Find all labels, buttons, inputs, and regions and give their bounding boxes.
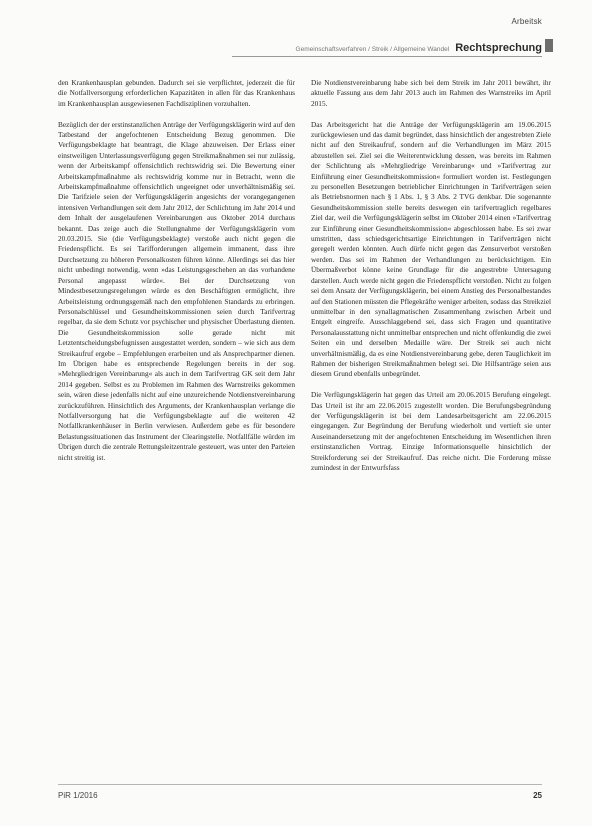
journal-issue: PiR 1/2016 <box>58 791 98 800</box>
running-subtitle: Gemeinschaftsverfahren / Streik / Allgemeine Wandel <box>295 46 450 53</box>
right-column <box>311 78 551 484</box>
paragraph: Das Arbeitsgericht hat die Anträge der Verfügungsklägerin am 19.06.2015 zurückgewiesen und das damit begründet, dass hinsichtlich der angestrebten Ziele nicht auf den Streikaufruf, sondern auf die Verhandlungen im März 2015 abzustellen sei. Ziel sei die Weiterentwicklung dessen, was bereits im Rahmen der Schlichtung als »Mehrgliedrige Vereinbarung« und »Tarifvertrag zur Einführung einer Gesundheitskommission« formuliert worden ist. Festlegungen zu personellen Besetzungen betrieblicher Einrichtungen in Tarifverträgen seien als Betriebsnormen nach § 1 Abs. 1, § 3 Abs. 2 TVG denkbar. Die sogenannte Gesundheitskommission stelle bereits deswegen ein tarifvertraglich regelbares Ziel dar, weil die Verfügungsklägerin selbst im Oktober 2014 einen »Tarifvertrag zur Einführung einer Gesundheitskommission« abgeschlossen habe. Es sei zwar umstritten, dass schiedsgerichtsartige Einrichtungen in Tarifverträgen nicht geregelt werden könnten. Auch dürfe nicht gegen das Zensurverbot verstoßen werden. Das sei im Rahmen der Verhandlungen zu berücksichtigen. Ein Übermaßverbot könne keine Grundlage für die angestrebte Untersagung darstellen. Auch werde nicht gegen die Friedenspflicht verstoßen. Nicht zu folgen sei dem Ansatz der Verfügungsklägerin, bei einem Anstieg des Personalbestandes auf den Stationen müssten die Pflegekräfte weniger arbeiten, sodass das Streikziel unmittelbar in den synallagmatischen Zusammenhang zwischen Arbeit und Entgelt eingreife. Ausschlaggebend sei, dass sich Fragen und quantitative Personalausstattung nicht unmittelbar entsprechen und nicht offenkundig die zwei Seiten ein und derselben Medaille wäre. Der Streik sei auch nicht unverhältnismäßig, da es eine Notdienstvereinbarung gebe, deren Tauglichkeit im Rahmen der bisherigen Streikmaßnahmen belegt sei. Die Hilfsanträge seien aus diesem Grund ebenfalls unbegründet. <box>311 119 551 379</box>
header-marker-block <box>545 39 553 52</box>
paragraph: Bezüglich der der erstinstanzlichen Anträge der Verfügungsklägerin wird auf den Tatbestand der angefochtenen Entscheidung Bezug genommen. Die Verfügungsbeklagte hat beantragt, die Klage abzuweisen. Der Erlass einer einstweiligen Unterlassungsverfügung gegen Streikmaßnahmen sei nur zulässig, wenn der Arbeitskampf offensichtlich rechtswidrig sei. Die Bewertung einer Arbeitskampfmaßnahme als rechtswidrig komme nur in Betracht, wenn die Arbeitskampfmaßnahme offensichtlich ungeeignet oder unverhältnismäßig sei. Die Tarifziele seien der Verfügungsklägerin angesichts der vorangegangenen intensiven Verhandlungen seit dem Jahr 2012, der Schlichtung im Jahr 2014 und dem Inhalt der ausgelaufenen Vereinbarungen aus Oktober 2014 durchaus bekannt. Das zeige auch die Stellungnahme der Verfügungsklägerin vom 20.03.2015. Sie (die Verfügungsbeklagte) verstoße auch nicht gegen die Friedenspflicht. Es sei Tarifforderungen allgemein immanent, dass ihre Durchsetzung zu höheren Personalkosten führen könne. Allerdings sei das hier nicht unbedingt notwendig, wenn »das Leistungsgeschehen an das vorhandene Personal angepasst würde«. Bei der Durchsetzung von Mindestbesetzungsregelungen würde es den Beschäftigten ermöglicht, ihre Arbeitsleistung ordnungsgemäß nach den empfohlenen Standards zu erbringen. Personalschlüssel und Gesundheitskommissionen seien durch Tarifvertrag regelbar, da sie dem Schutz vor psychischer und physischer Überlastung dienten. Die Gesundheitskommission solle gerade nicht mit Letztentscheidungsbefugnissen ausgestattet werden, sondern – wie sich aus dem Streikaufruf ergebe – Empfehlungen erarbeiten und als Ansprechpartner dienen. Im Übrigen habe es entsprechende Regelungen bereits in der sog. »Mehrgliedrigen Vereinbarung« als auch in dem Tarifvertrag GK seit dem Jahr 2014 gegeben. Selbst es zu Problemen im Rahmen des Warnstreiks gekommen sein, wären diese jedenfalls nicht auf eine unzureichende Notdienstvereinbarung zurückzuführen. Hinsichtlich des Arguments, der Krankenhausplan verlange die Notfallversorgung hat die Verfügungsbeklagte auf die weiteren 42 Notfallkrankenhäuser in Berlin verwiesen. Außerdem gebe es für besondere Belastungssituationen das Instrument der Clearingstelle. Notfallfälle würden im Übrigen durch die zentrale Rettungsleitzentrale gesteuert, was unter den Parteien nicht streitig ist. <box>58 119 295 462</box>
running-header <box>232 42 542 54</box>
page-number: 25 <box>533 791 542 800</box>
paragraph: Die Notdienstvereinbarung habe sich bei dem Streik im Jahr 2011 bewährt, ihr aktuelle Fassung aus dem Jahr 2013 auch im Rahmen des Warnstreiks im April 2015. <box>311 78 551 108</box>
left-column <box>58 78 295 473</box>
header-rule <box>232 56 542 57</box>
footer-rule <box>58 784 542 785</box>
running-title: Rechtsprechung <box>455 42 542 54</box>
section-label: Arbeitsk <box>511 17 542 26</box>
paragraph: den Krankenhausplan gebunden. Dadurch sei sie verpflichtet, jederzeit die für die Notfallversorgung erforderlichen Kapazitäten in allen für das Krankenhaus im Krankenhausplan ausgewiesenen Fachdisziplinen vorzuhalten. <box>58 78 295 108</box>
paragraph: Die Verfügungsklägerin hat gegen das Urteil am 20.06.2015 Berufung eingelegt. Das Urteil ist ihr am 22.06.2015 zugestellt worden. Die Berufungsbegründung der Verfügungsklägerin ist bei dem Landesarbeitsgericht am 22.06.2015 eingegangen. Zur Begründung der Berufung wiederholt und vertieft sie unter Auseinandersetzung mit der angefochtenen Entscheidung im Wesentlichen ihren erstinstanzlichen Vortrag. Einzige Informationsquelle hinsichtlich der Streikforderung sei der Streikaufruf. Das reiche nicht. Die Forderung müsse zumindest in der Entwurfsfass <box>311 390 551 472</box>
